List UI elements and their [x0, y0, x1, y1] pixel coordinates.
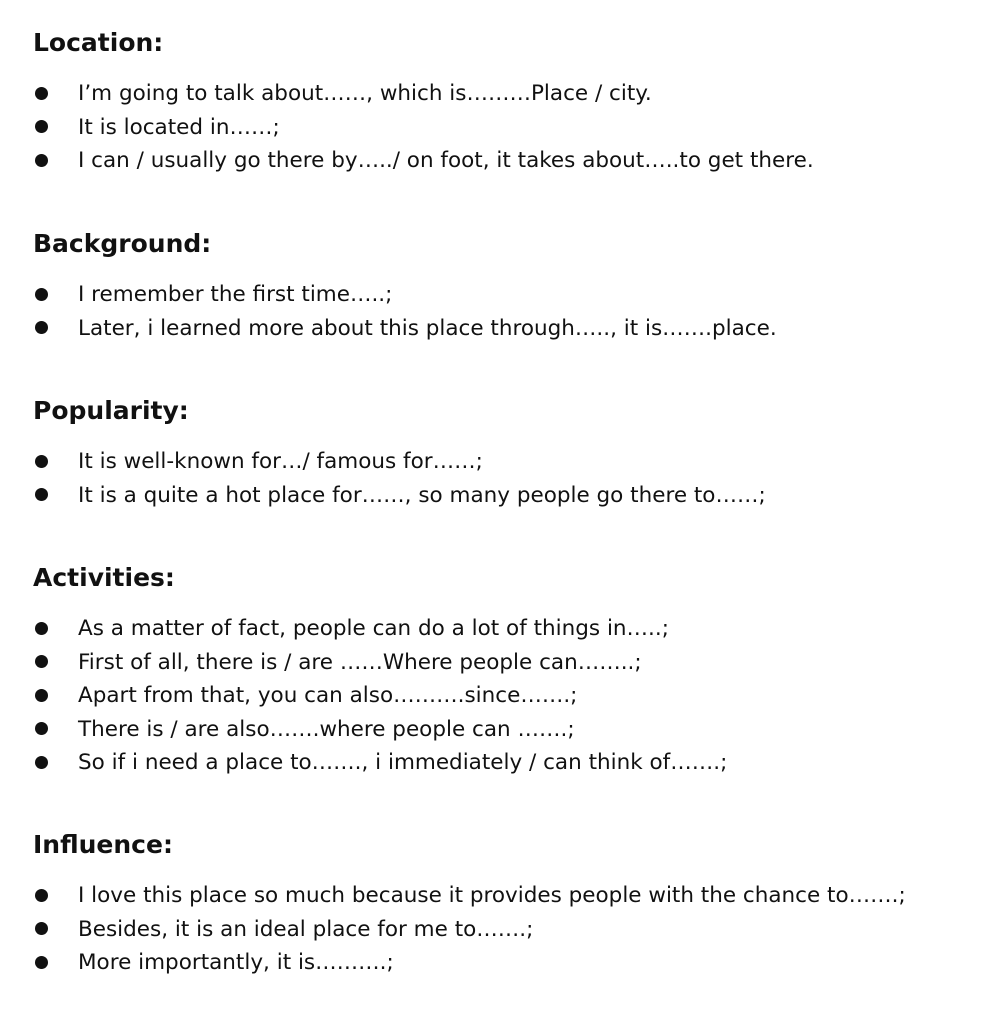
section-heading-background: Background:	[33, 229, 212, 258]
list-item-text: So if i need a place to……., i immediately / can think of…….;	[78, 750, 728, 775]
list-item-text: Later, i learned more about this place through….., it is…….place.	[78, 315, 777, 341]
list-item	[33, 946, 983, 980]
list-item-text: There is / are also…….where people can …….;	[78, 716, 575, 742]
list-item	[33, 144, 983, 178]
list-item-text: Besides, it is an ideal place for me to…….;	[78, 916, 534, 942]
bullet-icon	[35, 889, 48, 902]
list-item	[33, 312, 983, 346]
bullet-icon	[35, 321, 48, 334]
list-item-text: More importantly, it is……….;	[78, 950, 394, 975]
bullet-icon	[35, 288, 48, 301]
list-item-text: It is a quite a hot place for……, so many people go there to……;	[78, 482, 766, 508]
section-heading-activities: Activities:	[33, 563, 175, 592]
list-item	[33, 746, 983, 780]
bullet-icon	[35, 622, 48, 635]
list-item	[33, 646, 983, 680]
list-item	[33, 679, 983, 713]
list-item-text: It is located in……;	[78, 114, 280, 140]
background-list	[33, 278, 983, 345]
list-item	[33, 479, 983, 513]
list-item-text: First of all, there is / are ……Where people can……..;	[78, 649, 642, 675]
bullet-icon	[35, 922, 48, 935]
list-item	[33, 713, 983, 747]
list-item	[33, 913, 983, 947]
list-item-text: I remember the first time…..;	[78, 282, 393, 307]
bullet-icon	[35, 756, 48, 769]
popularity-list	[33, 445, 983, 512]
list-item-text: I can / usually go there by…../ on foot, it takes about…..to get there.	[78, 148, 814, 173]
list-item-text: As a matter of fact, people can do a lot of things in…..;	[78, 616, 669, 641]
activities-list	[33, 612, 983, 780]
bullet-icon	[35, 956, 48, 969]
bullet-icon	[35, 488, 48, 501]
list-item-text: I love this place so much because it provides people with the chance to…….;	[78, 883, 906, 908]
bullet-icon	[35, 120, 48, 133]
list-item-text: It is well-known for…/ famous for……;	[78, 449, 483, 474]
list-item	[33, 77, 983, 111]
list-item	[33, 879, 983, 913]
list-item	[33, 445, 983, 479]
section-heading-influence: Influence:	[33, 830, 173, 859]
section-heading-location: Location:	[33, 28, 164, 57]
bullet-icon	[35, 87, 48, 100]
bullet-icon	[35, 154, 48, 167]
list-item	[33, 278, 983, 312]
section-heading-popularity: Popularity:	[33, 396, 189, 425]
list-item-text: Apart from that, you can also……….since…….;	[78, 683, 578, 708]
location-list	[33, 77, 983, 178]
list-item-text: I’m going to talk about……, which is………Place / city.	[78, 81, 652, 106]
influence-list	[33, 879, 983, 980]
list-item	[33, 612, 983, 646]
bullet-icon	[35, 722, 48, 735]
list-item	[33, 111, 983, 145]
bullet-icon	[35, 689, 48, 702]
bullet-icon	[35, 455, 48, 468]
bullet-icon	[35, 655, 48, 668]
